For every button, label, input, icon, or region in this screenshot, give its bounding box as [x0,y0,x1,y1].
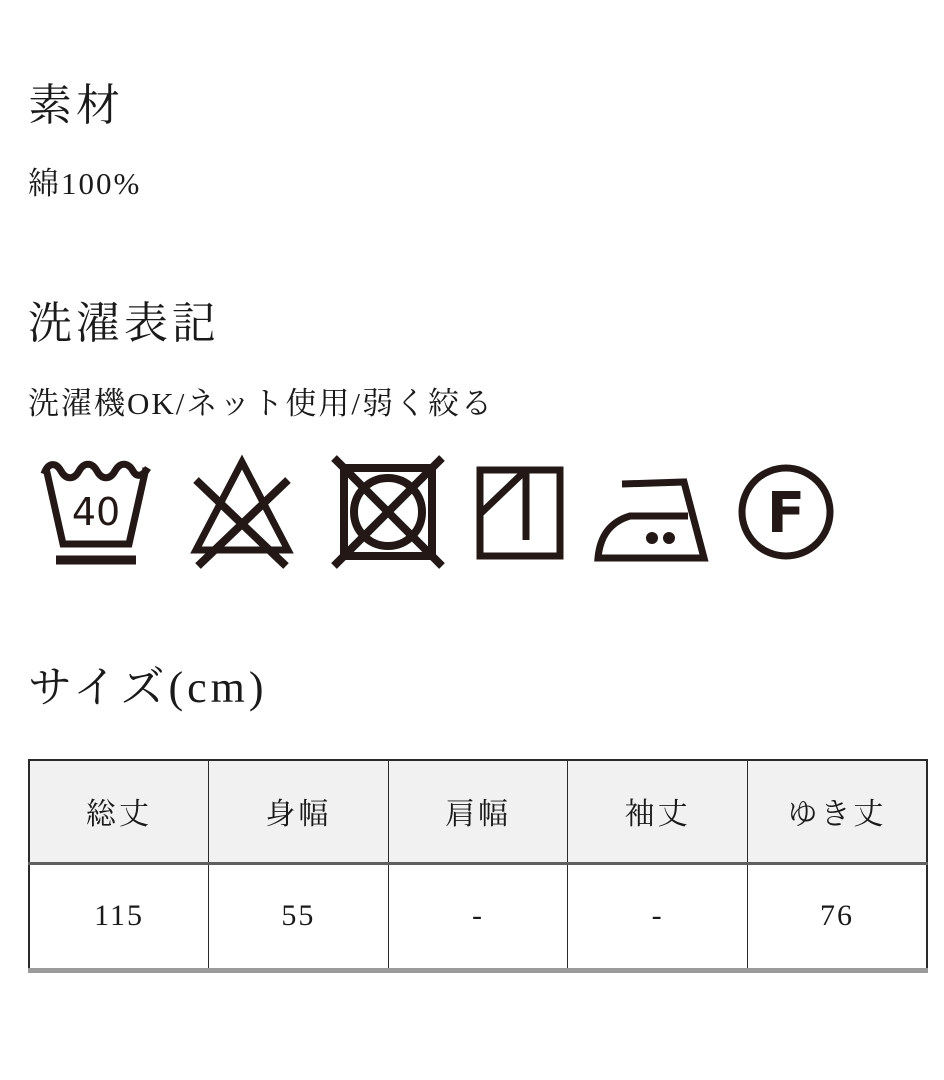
no-bleach-icon [182,454,302,570]
svg-text:40: 40 [71,489,121,534]
laundry-heading: 洗濯表記 [28,298,220,348]
size-col-total-length: 総丈 [29,760,209,864]
size-col-sleeve-length: 袖丈 [568,760,748,864]
material-heading: 素材 [28,81,124,130]
size-col-shoulder-width: 肩幅 [388,760,568,864]
svg-text:F: F [766,480,806,546]
size-table [28,759,928,973]
size-value-shoulder-width: - [388,863,568,970]
size-value-total-length: 115 [29,863,209,970]
material-value: 綿100% [28,165,142,201]
size-value-body-width: 55 [209,863,389,970]
dry-clean-petroleum-icon [736,454,836,570]
size-table-value-row [29,863,927,970]
size-table-header-row [29,760,927,864]
size-value-sleeve-length: - [568,863,748,970]
size-value-yuki-length: 76 [747,863,927,970]
size-col-yuki-length: ゆき丈 [747,760,927,864]
size-col-body-width: 身幅 [209,760,389,864]
hang-dry-shade-icon [474,454,566,570]
laundry-care-icons [36,454,916,570]
iron-medium-icon [592,454,710,570]
no-tumble-dry-icon [328,454,448,570]
laundry-description: 洗濯機OK/ネット使用/弱く絞る [28,385,494,421]
size-heading: サイズ(cm) [28,662,268,712]
wash-40-gentle-icon [36,454,156,570]
